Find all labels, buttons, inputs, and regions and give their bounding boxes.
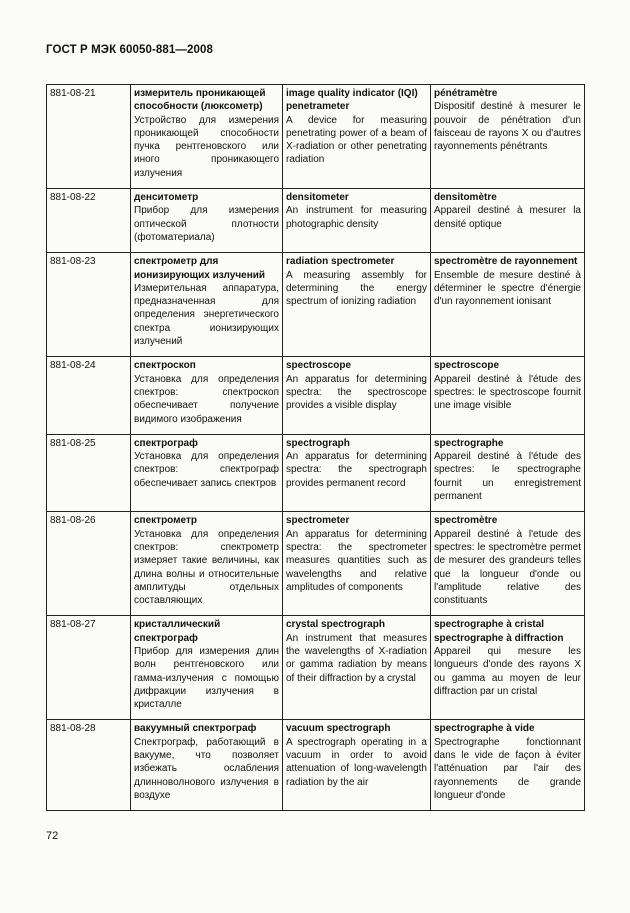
english-entry: [283, 616, 431, 720]
term-definition: Appareil destiné à l'étude des spectres: le spectrographe fournit un enregistrement permanent: [434, 451, 581, 503]
term-definition: Appareil qui mesure les longueurs d'onde des rayons X ou gamma au moyen de leur diffraction par un cristal: [434, 645, 581, 697]
english-entry: [283, 512, 431, 616]
term-row: [47, 512, 585, 616]
term-row: [47, 189, 585, 253]
term-number: [47, 85, 131, 189]
term-name: вакуумный спектрограф: [134, 723, 257, 735]
term-name: spectrographe à cristal spectrographe à diffraction: [434, 619, 564, 644]
english-entry: [283, 253, 431, 357]
french-entry: [431, 189, 585, 253]
terms-table: [46, 84, 585, 811]
term-number: [47, 720, 131, 811]
term-name: spectrographe à vide: [434, 723, 535, 735]
term-row: [47, 616, 585, 720]
term-name: кристаллический спектрограф: [134, 619, 221, 644]
term-definition: A measuring assembly for determining the energy spectrum of ionizing radiation: [286, 269, 427, 308]
russian-entry: [131, 512, 283, 616]
term-number-text: 881-08-23: [50, 256, 96, 268]
term-name: спектрометр для ионизирующих излучений: [134, 256, 266, 281]
term-name: spectrometer: [286, 515, 350, 527]
english-entry: [283, 357, 431, 434]
term-definition: An apparatus for determining spectra: the spectroscope provides a visible display: [286, 373, 427, 412]
term-name: спектроскоп: [134, 360, 196, 372]
term-name: vacuum spectrograph: [286, 723, 391, 735]
term-name: спектрограф: [134, 437, 198, 449]
term-name: densitometer: [286, 192, 349, 204]
term-number: [47, 434, 131, 511]
russian-entry: [131, 85, 283, 189]
term-row: [47, 720, 585, 811]
term-number-text: 881-08-26: [50, 515, 96, 527]
english-entry: [283, 85, 431, 189]
russian-entry: [131, 189, 283, 253]
term-name: pénétramètre: [434, 88, 498, 99]
french-entry: [431, 616, 585, 720]
french-entry: [431, 720, 585, 811]
term-number-text: 881-08-21: [50, 88, 96, 99]
term-definition: Установка для определения спектров: спектроскоп обеспечивает получение видимого изображения: [134, 373, 279, 425]
term-name: спектрометр: [134, 515, 197, 527]
term-definition: Appareil destiné à l'etude des spectres: le spectromètre permet de mesurer des grandeurs telles que la longueur d'onde ou l'amplitude relative des constituants: [434, 528, 581, 607]
term-name: spectroscope: [434, 360, 500, 372]
term-number: [47, 253, 131, 357]
term-number-text: 881-08-22: [50, 192, 96, 204]
term-definition: An apparatus for determining spectra: the spectrograph provides permanent record: [286, 451, 427, 489]
french-entry: [431, 512, 585, 616]
french-entry: [431, 85, 585, 189]
term-definition: An instrument for measuring photographic density: [286, 205, 427, 230]
term-name: spectromètre: [434, 515, 498, 527]
russian-entry: [131, 253, 283, 357]
term-number: [47, 616, 131, 720]
document-header: ГОСТ Р МЭК 60050-881—2008: [46, 44, 213, 56]
terms-table-body: [47, 85, 585, 811]
term-row: [47, 434, 585, 511]
english-entry: [283, 189, 431, 253]
term-number: [47, 357, 131, 434]
russian-entry: [131, 434, 283, 511]
term-definition: Прибор для измерения оптической плотности (фотоматериала): [134, 205, 279, 243]
term-definition: Установка для определения спектров: спектрометр измеряет такие величины, как длина волны и относительные амплитуды отдельных составляющих: [134, 528, 279, 607]
term-definition: An apparatus for determining spectra: the spectrometer measures quantities such as wavelengths and relative amplitudes of components: [286, 528, 427, 593]
russian-entry: [131, 616, 283, 720]
french-entry: [431, 434, 585, 511]
term-row: [47, 357, 585, 434]
french-entry: [431, 357, 585, 434]
term-number-text: 881-08-24: [50, 360, 96, 372]
term-name: image quality indicator (IQI) penetrameter: [286, 88, 418, 113]
term-definition: Спектрограф, работающий в вакууме, что позволяет избежать ослабления длинноволнового излучения в воздухе: [134, 736, 279, 801]
term-number-text: 881-08-28: [50, 723, 96, 735]
term-row: [47, 85, 585, 189]
english-entry: [283, 720, 431, 811]
term-definition: Измерительная аппаратура, предназначенная для определения энергетического спектра ионизирующих излучений: [134, 282, 279, 348]
term-definition: Appareil destiné à mesurer la densité optique: [434, 205, 581, 230]
term-definition: Dispositif destiné à mesurer le pouvoir de pénétration d'un faisceau de rayons X ou d'autres rayonnements pénétrants: [434, 101, 581, 153]
term-definition: Прибор для измерения длин волн рентгеновского или гамма-излучения с помощью дифракции излучения в кристалле: [134, 645, 279, 711]
term-number: [47, 189, 131, 253]
term-name: radiation spectrometer: [286, 256, 395, 268]
term-number-text: 881-08-25: [50, 437, 96, 449]
term-number-text: 881-08-27: [50, 619, 96, 631]
term-definition: Appareil destiné à l'étude des spectres: le spectroscope fournit une image visible: [434, 373, 581, 412]
term-row: [47, 253, 585, 357]
term-name: денситометр: [134, 192, 199, 204]
english-entry: [283, 434, 431, 511]
term-definition: Устройство для измерения проникающей способности пучка рентгеновского или иного проникающего излучения: [134, 114, 279, 179]
term-definition: A device for measuring penetrating power of a beam of X-radiation or other penetrating radiation: [286, 114, 427, 166]
term-definition: A spectrograph operating in a vacuum in order to avoid attenuation of long-wavelength radiation by the air: [286, 736, 427, 788]
term-number: [47, 512, 131, 616]
term-name: spectrographe: [434, 437, 504, 449]
page-number: 72: [46, 830, 59, 842]
term-name: crystal spectrograph: [286, 619, 385, 631]
term-name: измеритель проникающей способности (люксометр): [134, 88, 266, 113]
russian-entry: [131, 720, 283, 811]
term-definition: An instrument that measures the wavelengths of X-radiation or gamma radiation by means of their diffraction by a crystal: [286, 632, 427, 684]
term-definition: Установка для определения спектров: спектрограф обеспечивает запись спектров: [134, 451, 279, 489]
term-name: spectroscope: [286, 360, 352, 372]
term-name: spectromètre de rayonnement: [434, 256, 578, 268]
russian-entry: [131, 357, 283, 434]
term-definition: Ensemble de mesure destiné à déterminer le spectre d'énergie d'un rayonnement ionisant: [434, 269, 581, 308]
term-name: densitomètre: [434, 192, 497, 204]
term-definition: Spectrographe fonctionnant dans le vide de façon à éviter l'atténuation par l'air des rayonnements de grande longueur d'onde: [434, 736, 581, 801]
term-name: spectrograph: [286, 437, 350, 449]
french-entry: [431, 253, 585, 357]
